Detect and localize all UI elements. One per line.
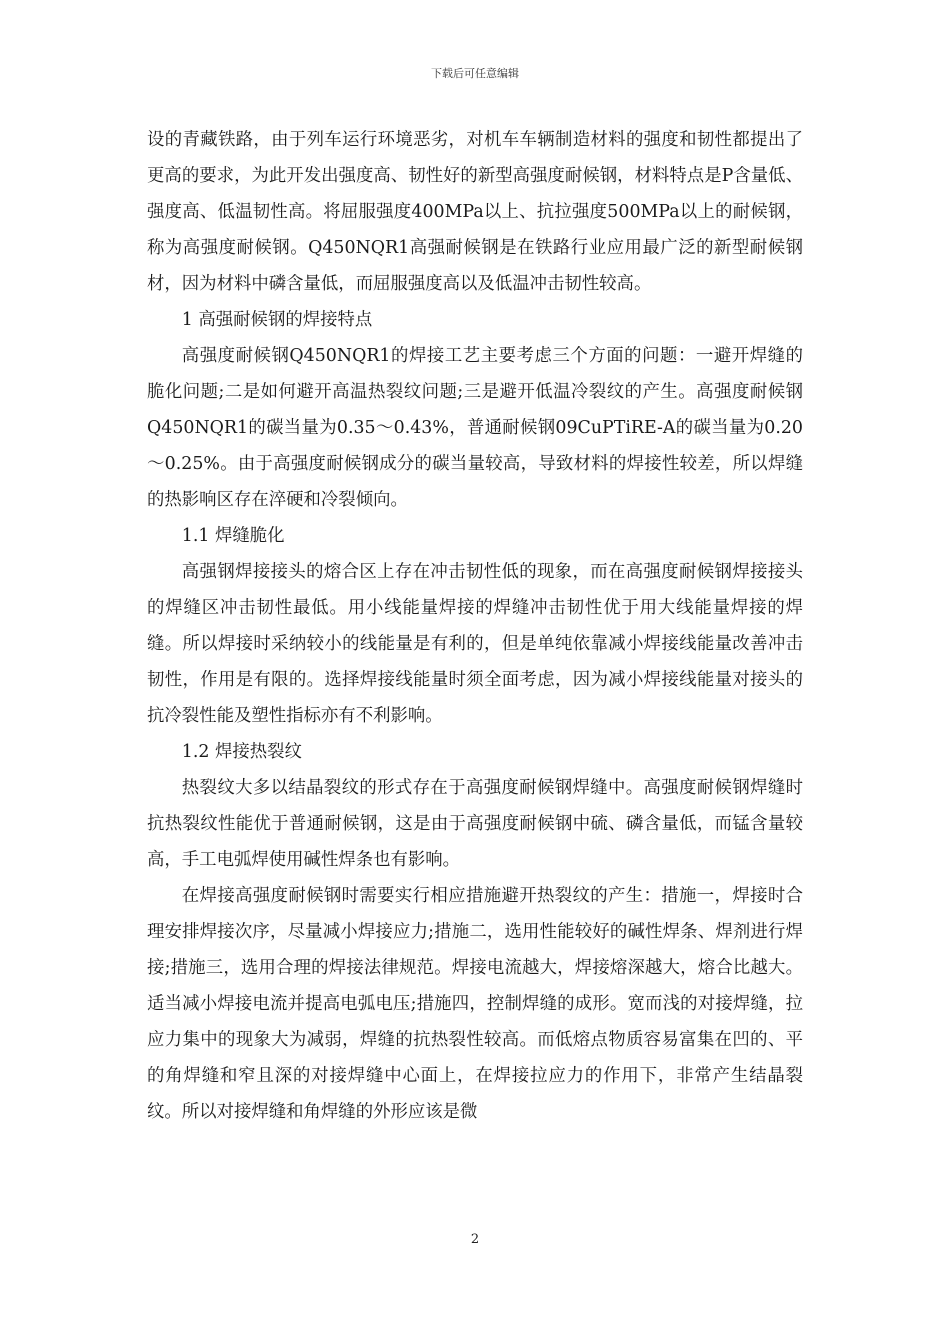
section-heading-1: 1 高强耐候钢的焊接特点 xyxy=(181,310,373,330)
paragraph: 高强度耐候钢Q450NQR1的焊接工艺主要考虑三个方面的问题：一避开焊缝的脆化问题;二是如何避开高温热裂纹问题;三是避开低温冷裂纹的产生。高强度耐候钢Q450NQR1的碳当量为0.35～0.43%，普通耐候钢09CuPTiRE-A的碳当量为0.20～0.25%。由于高强度耐候钢成分的碳当量较高，导致材料的焊接性较差，所以焊缝的热影响区存在淬硬和冷裂倾向。 xyxy=(147,346,803,510)
page-header: 下载后可任意编辑 xyxy=(431,67,519,80)
paragraph-continuation: 设的青藏铁路，由于列车运行环境恶劣，对机车车辆制造材料的强度和韧性都提出了更高的要求，为此开发出强度高、韧性好的新型高强度耐候钢，材料特点是P含量低、强度高、低温韧性高。将屈服强度400MPa以上、抗拉强度500MPa以上的耐候钢，称为高强度耐候钢。Q450NQR1高强耐候钢是在铁路行业应用最广泛的新型耐候钢材，因为材料中磷含量低，而屈服强度高以及低温冲击韧性较高。 xyxy=(147,130,803,294)
paragraph: 在焊接高强度耐候钢时需要实行相应措施避开热裂纹的产生：措施一，焊接时合理安排焊接次序，尽量减小焊接应力;措施二，选用性能较好的碱性焊条、焊剂进行焊接;措施三，选用合理的焊接法律规范。焊接电流越大，焊接熔深越大，熔合比越大。适当减小焊接电流并提高电弧电压;措施四，控制焊缝的成形。宽而浅的对接焊缝，拉应力集中的现象大为减弱，焊缝的抗热裂性较高。而低熔点物质容易富集在凹的、平的角焊缝和窄且深的对接焊缝中心面上，在焊接拉应力的作用下，非常产生结晶裂纹。所以对接焊缝和角焊缝的外形应该是微 xyxy=(147,886,803,1122)
section-heading-1-2: 1.2 焊接热裂纹 xyxy=(181,742,302,762)
document-body xyxy=(147,122,803,1130)
page-number: 2 xyxy=(470,1232,480,1247)
paragraph: 热裂纹大多以结晶裂纹的形式存在于高强度耐候钢焊缝中。高强度耐候钢焊缝时抗热裂纹性能优于普通耐候钢，这是由于高强度耐候钢中硫、磷含量低，而锰含量较高，手工电弧焊使用碱性焊条也有影响。 xyxy=(147,778,803,870)
paragraph: 高强钢焊接接头的熔合区上存在冲击韧性低的现象，而在高强度耐候钢焊接接头的焊缝区冲击韧性最低。用小线能量焊接的焊缝冲击韧性优于用大线能量焊接的焊缝。所以焊接时采纳较小的线能量是有利的，但是单纯依靠减小焊接线能量改善冲击韧性，作用是有限的。选择焊接线能量时须全面考虑，因为减小焊接线能量对接头的抗冷裂性能及塑性指标亦有不利影响。 xyxy=(147,562,803,726)
section-heading-1-1: 1.1 焊缝脆化 xyxy=(181,526,285,546)
